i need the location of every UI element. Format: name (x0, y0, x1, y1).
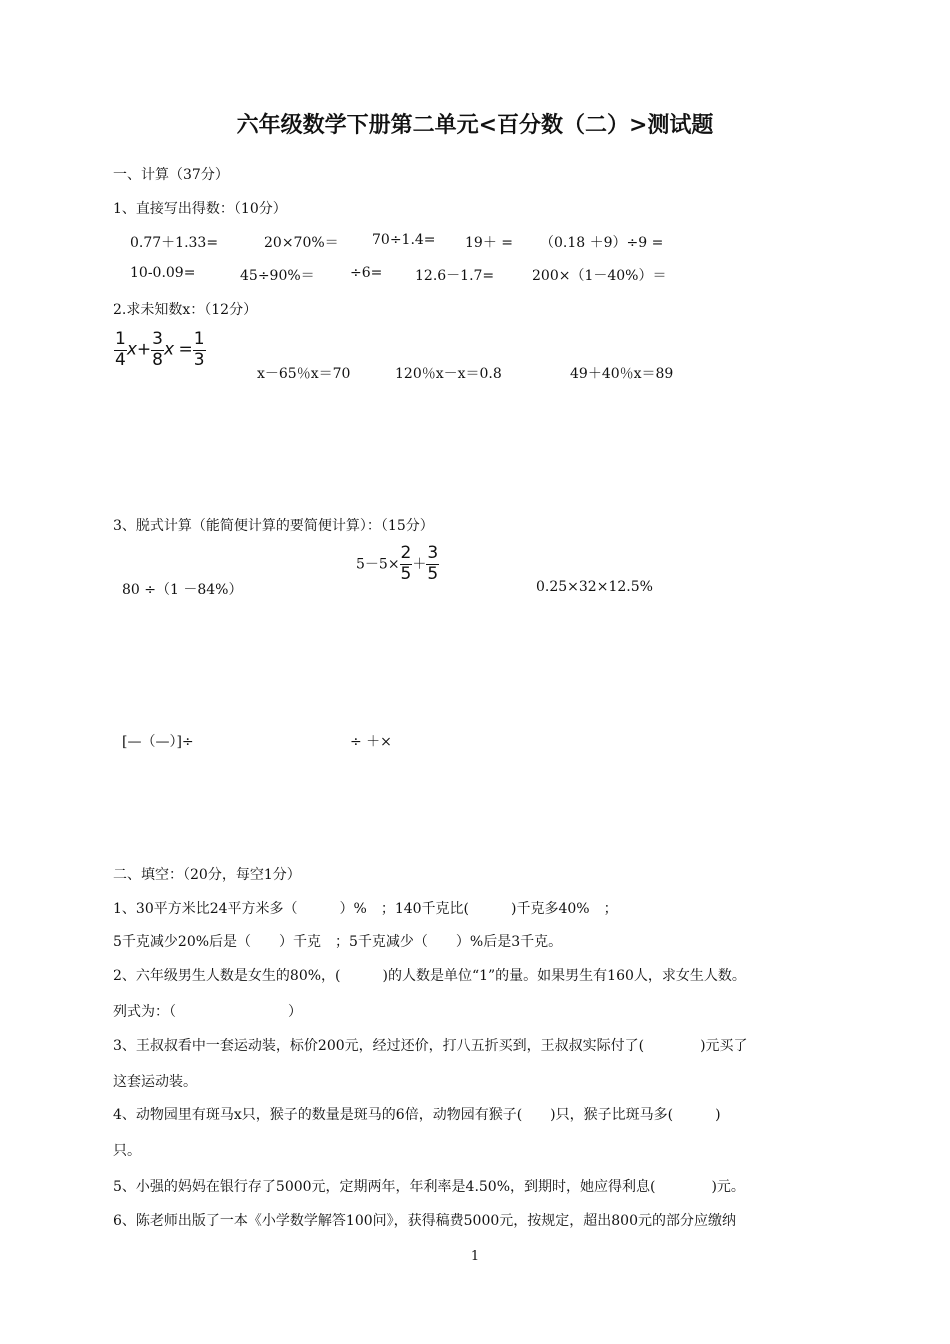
q3-expression-4: [—（—）]÷ (122, 734, 194, 750)
fill-line-9: 5、小强的妈妈在银行存了5000元，定期两年，年利率是4.50%，到期时，她应得利息( )元。 (113, 1179, 745, 1195)
section2-heading: 二、填空：（20分，每空1分） (113, 867, 301, 883)
q3-expression-1: 80 ÷（1 －84%） (122, 582, 243, 598)
q3-expression-2: 5－5× $\frac{2}{5}$ ＋ $\frac{3}{5}$ (356, 543, 439, 584)
q2-equation-4: 49＋40％x＝89 (570, 366, 674, 382)
q2-heading: 2.求未知数x：（12分） (113, 302, 258, 318)
fraction: $\frac{1}{3}$ (193, 329, 205, 370)
section1-heading: 一、计算（37分） (113, 167, 229, 183)
fraction: $\frac{3}{5}$ (427, 543, 439, 584)
q1-row1-item4: 19＋ = (465, 235, 513, 251)
fill-line-4: 列式为：（ ） (113, 1004, 302, 1020)
page-number: 1 (470, 1249, 480, 1264)
fill-line-7: 4、动物园里有斑马x只，猴子的数量是斑马的6倍，动物园有猴子( )只，猴子比斑马多( ) (113, 1107, 721, 1123)
fill-line-5: 3、王叔叔看中一套运动装，标价200元，经过还价，打八五折买到，王叔叔实际付了( )元买了 (113, 1038, 748, 1054)
q1-row2-item2: 45÷90%＝ (240, 268, 315, 284)
fill-line-10: 6、陈老师出版了一本《小学数学解答100问》，获得稿费5000元，按规定，超出800元的部分应缴纳 (113, 1213, 736, 1229)
fraction: $\frac{1}{4}$ (115, 329, 126, 370)
q2-equation-1: $\frac{1}{4}$ x+ $\frac{3}{8}$ x = $\frac{1}{3}$ (115, 329, 205, 370)
q2-equation-2: x－65％x＝70 (257, 366, 351, 382)
q1-heading: 1、直接写出得数：（10分） (113, 201, 287, 217)
fill-line-6: 这套运动装。 (113, 1074, 197, 1090)
q1-row1-item5: （0.18 ＋9）÷9 = (540, 235, 664, 251)
q1-row2-item4: 12.6－1.7= (415, 268, 495, 284)
q1-row1-item2: 20×70%＝ (264, 235, 339, 251)
q3-expression-3: 0.25×32×12.5% (536, 579, 653, 595)
fraction: $\frac{3}{8}$ (152, 329, 163, 370)
q1-row2-item1: 10-0.09= (130, 265, 196, 281)
fill-line-8: 只。 (113, 1143, 141, 1159)
fill-line-2: 5千克减少20%后是（ ）千克 ；5千克减少（ ）%后是3千克。 (113, 934, 563, 950)
q1-row1-item1: 0.77＋1.33= (130, 235, 219, 251)
q1-row2-item3: ÷6= (350, 265, 383, 281)
q2-equation-3: 120％x－x＝0.8 (395, 366, 502, 382)
q3-heading: 3、脱式计算（能简便计算的要简便计算）：（15分） (113, 518, 434, 534)
page-title: 六年级数学下册第二单元<百分数（二）>测试题 (236, 112, 714, 138)
q1-row2-item5: 200×（1－40%）＝ (532, 268, 667, 284)
q1-row1-item3: 70÷1.4= (372, 232, 436, 248)
fraction: $\frac{2}{5}$ (400, 543, 412, 584)
q3-expression-5: ÷ ＋× (350, 734, 392, 750)
fill-line-3: 2、六年级男生人数是女生的80%，( )的人数是单位“1”的量。如果男生有160人，求女生人数。 (113, 968, 746, 984)
fill-line-1: 1、30平方米比24平方米多（ ）% ；140千克比( )千克多40% ； (113, 901, 618, 917)
